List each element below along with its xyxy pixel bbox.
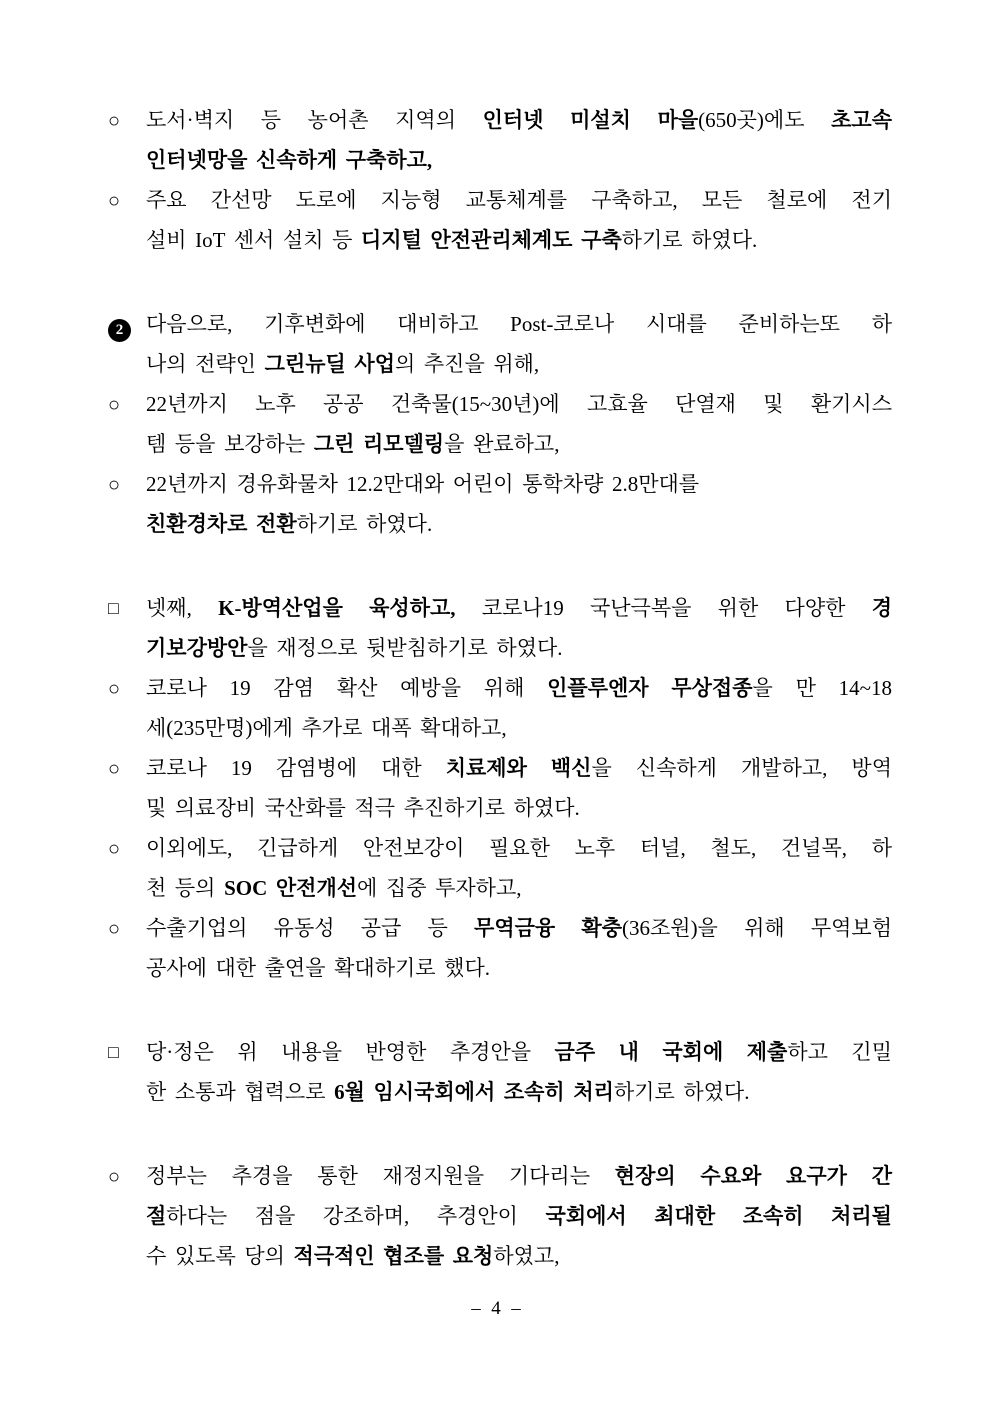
square-bullet-icon: □	[108, 1042, 119, 1062]
text-segment: 의 추진을 위해,	[394, 352, 540, 376]
list-item	[108, 384, 892, 464]
list-item	[108, 304, 892, 384]
paragraph	[146, 180, 892, 260]
text-line	[146, 180, 892, 220]
list-item	[108, 464, 892, 544]
bold-text-segment: 치료제와 백신	[445, 756, 592, 780]
text-segment: 및 의료장비 국산화를 적극 추진하기로 하였다.	[146, 796, 580, 820]
text-segment: 세(235만명)에게 추가로 대폭 확대하고,	[146, 716, 507, 740]
text-segment: 수 있도록 당의	[146, 1244, 294, 1268]
circle-bullet-icon: ○	[108, 758, 121, 780]
circle-bullet-icon: ○	[108, 110, 121, 132]
paragraph	[146, 1032, 892, 1112]
text-line	[146, 304, 892, 344]
paragraph	[146, 588, 892, 668]
text-segment: 에 집중 투자하고,	[357, 876, 522, 900]
text-segment: 하다는 점을 강조하며, 추경안이	[166, 1204, 546, 1228]
text-segment: 정부는 추경을 통한 재정지원을 기다리는	[146, 1164, 615, 1188]
text-line	[146, 868, 892, 908]
text-line	[146, 1032, 892, 1072]
text-segment: (36조원)을 위해 무역보험	[622, 916, 893, 940]
text-segment: 을 완료하고,	[444, 432, 560, 456]
text-segment: 을 신속하게 개발하고, 방역	[591, 756, 893, 780]
text-line	[146, 1072, 892, 1112]
text-line	[146, 100, 892, 140]
text-line	[146, 424, 892, 464]
text-segment: 코로나19 국난극복을 위한 다양한	[455, 596, 872, 620]
circle-bullet-icon: ○	[108, 838, 121, 860]
bold-text-segment: 현장의 수요와 요구가 간	[614, 1164, 892, 1188]
text-segment: 하고 긴밀	[787, 1040, 892, 1064]
text-line	[146, 464, 892, 504]
list-item	[108, 180, 892, 260]
bold-text-segment: 친환경차로 전환	[146, 512, 297, 536]
text-line	[146, 588, 892, 628]
text-segment: 하기로 하였다.	[296, 512, 433, 536]
paragraph	[146, 304, 892, 384]
text-line	[146, 748, 892, 788]
text-line	[146, 140, 892, 180]
text-line	[146, 344, 892, 384]
circle-bullet-icon: ○	[108, 394, 121, 416]
bold-text-segment: 경	[871, 596, 892, 620]
text-line	[146, 908, 892, 948]
text-segment: 을 재정으로 뒷받침하기로 하였다.	[247, 636, 563, 660]
text-line	[146, 1196, 892, 1236]
paragraph	[146, 828, 892, 908]
text-segment: 코로나 19 감염 확산 예방을 위해	[146, 676, 548, 700]
text-line	[146, 1156, 892, 1196]
paragraph	[146, 908, 892, 988]
bold-text-segment: 인플루엔자 무상접종	[547, 676, 753, 700]
text-segment: 넷째,	[146, 596, 219, 620]
text-line	[146, 668, 892, 708]
text-segment: 수출기업의 유동성 공급 등	[146, 916, 475, 940]
paragraph	[146, 100, 892, 180]
bold-text-segment: 인터넷 미설치 마을	[482, 108, 699, 132]
text-segment: 하였고,	[493, 1244, 560, 1268]
bold-text-segment: 적극적인 협조를 요청	[293, 1244, 494, 1268]
text-segment: 템 등을 보강하는	[146, 432, 314, 456]
text-line	[146, 220, 892, 260]
text-line	[146, 828, 892, 868]
bold-text-segment: SOC 안전개선	[224, 876, 358, 900]
list-item	[108, 828, 892, 908]
text-segment: 나의 전략인	[146, 352, 265, 376]
numbered-badge-icon: 2	[108, 304, 146, 344]
list-item	[108, 668, 892, 748]
text-segment: 주요 간선망 도로에 지능형 교통체계를 구축하고, 모든 철로에 전기	[146, 188, 892, 212]
bold-text-segment: 인터넷망을 신속하게 구축하고,	[146, 148, 433, 172]
list-item	[108, 908, 892, 988]
list-item	[108, 1156, 892, 1276]
bold-text-segment: 디지털 안전관리체계도 구축	[361, 228, 622, 252]
text-segment: 도서·벽지 등 농어촌 지역의	[146, 108, 483, 132]
circle-bullet-icon: ○	[108, 190, 121, 212]
text-segment: 천 등의	[146, 876, 225, 900]
bold-text-segment: 절	[146, 1204, 167, 1228]
text-segment: (650곳)에도	[698, 108, 832, 132]
text-line	[146, 504, 892, 544]
paragraph	[146, 384, 892, 464]
text-segment: 코로나 19 감염병에 대한	[146, 756, 446, 780]
text-segment: 설비 IoT 센서 설치 등	[146, 228, 361, 252]
bold-text-segment: K-방역산업을 육성하고,	[218, 596, 456, 620]
circle-bullet-icon: ○	[108, 474, 121, 496]
list-item	[108, 588, 892, 668]
text-segment: 22년까지 경유화물차 12.2만대와 어린이 통학차량 2.8만대를	[146, 472, 700, 496]
paragraph	[146, 464, 892, 544]
paragraph	[146, 1156, 892, 1276]
text-segment: 공사에 대한 출연을 확대하기로 했다.	[146, 956, 490, 980]
page-number: – 4 –	[471, 1298, 521, 1319]
text-segment: 하기로 하였다.	[621, 228, 758, 252]
text-segment: 당·정은 위 내용을 반영한 추경안을	[146, 1040, 555, 1064]
square-bullet-icon: □	[108, 598, 119, 618]
text-segment: 다음으로, 기후변화에 대비하고 Post-코로나 시대를 준비하는또 하	[146, 312, 892, 336]
text-segment: 한 소통과 협력으로	[146, 1080, 335, 1104]
text-line	[146, 628, 892, 668]
circle-bullet-icon: ○	[108, 918, 121, 940]
bold-text-segment: 기보강방안	[146, 636, 248, 660]
circle-bullet-icon: ○	[108, 1166, 121, 1188]
paragraph	[146, 748, 892, 828]
bold-text-segment: 무역금융 확충	[474, 916, 622, 940]
text-segment: 하기로 하였다.	[613, 1080, 750, 1104]
text-line	[146, 948, 892, 988]
bold-text-segment: 그린뉴딜 사업	[264, 352, 395, 376]
document-body	[108, 100, 892, 1276]
list-item	[108, 100, 892, 180]
list-item	[108, 1032, 892, 1112]
text-line	[146, 1236, 892, 1276]
bold-text-segment: 초고속	[831, 108, 892, 132]
text-line	[146, 708, 892, 748]
bold-text-segment: 6월 임시국회에서 조속히 처리	[334, 1080, 614, 1104]
circle-bullet-icon: ○	[108, 678, 121, 700]
bold-text-segment: 국회에서 최대한 조속히 처리될	[545, 1204, 892, 1228]
bold-text-segment: 금주 내 국회에 제출	[554, 1040, 788, 1064]
text-segment: 22년까지 노후 공공 건축물(15~30년)에 고효율 단열재 및 환기시스	[146, 392, 892, 416]
bold-text-segment: 그린 리모델링	[313, 432, 445, 456]
text-segment: 이외에도, 긴급하게 안전보강이 필요한 노후 터널, 철도, 건널목, 하	[146, 836, 892, 860]
text-line	[146, 788, 892, 828]
text-line	[146, 384, 892, 424]
paragraph	[146, 668, 892, 748]
list-item	[108, 748, 892, 828]
text-segment: 을 만 14~18	[752, 676, 893, 700]
